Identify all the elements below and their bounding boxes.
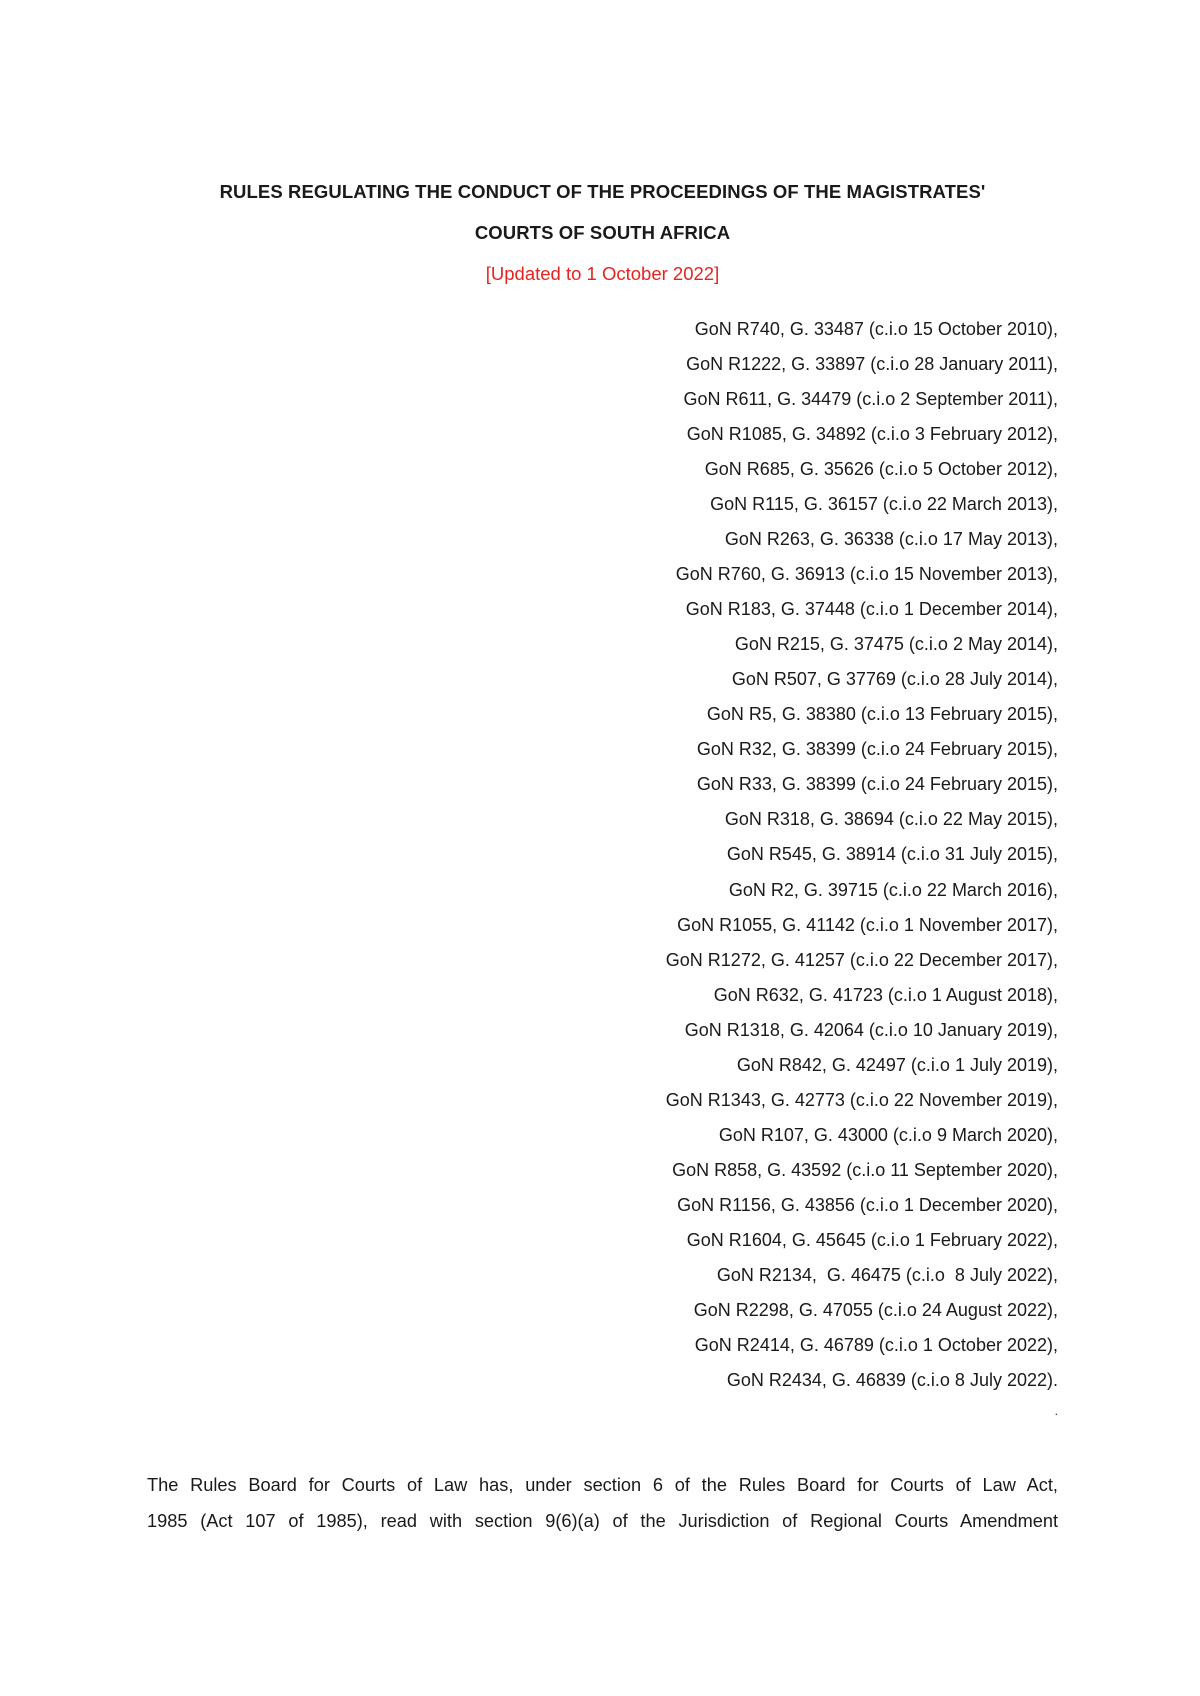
amendment-item: GoN R2134, G. 46475 (c.i.o 8 July 2022), bbox=[716, 1264, 1058, 1285]
amendment-item: GoN R1272, G. 41257 (c.i.o 22 December 2017), bbox=[665, 949, 1058, 970]
amendment-item: GoN R740, G. 33487 (c.i.o 15 October 2010), bbox=[694, 319, 1058, 339]
separator-mark: . bbox=[1054, 1404, 1058, 1418]
amendment-item: GoN R115, G. 36157 (c.i.o 22 March 2013), bbox=[710, 494, 1058, 515]
amendment-item: GoN R2434, G. 46839 (c.i.o 8 July 2022). bbox=[726, 1369, 1058, 1390]
amendment-item: GoN R1085, G. 34892 (c.i.o 3 February 2012), bbox=[686, 424, 1058, 445]
amendment-item: GoN R1318, G. 42064 (c.i.o 10 January 2019), bbox=[684, 1019, 1058, 1040]
amendment-item: GoN R858, G. 43592 (c.i.o 11 September 2020), bbox=[672, 1159, 1058, 1180]
amendment-item: GoN R32, G. 38399 (c.i.o 24 February 2015), bbox=[696, 739, 1058, 760]
amendment-item: GoN R611, G. 34479 (c.i.o 2 September 2011), bbox=[683, 389, 1058, 410]
amendment-item: GoN R2, G. 39715 (c.i.o 22 March 2016), bbox=[728, 879, 1058, 900]
amendment-item: GoN R318, G. 38694 (c.i.o 22 May 2015), bbox=[724, 809, 1058, 830]
amendments-list bbox=[300, 317, 1058, 1403]
amendment-item: GoN R2298, G. 47055 (c.i.o 24 August 2022), bbox=[693, 1299, 1058, 1320]
amendment-item: GoN R183, G. 37448 (c.i.o 1 December 2014), bbox=[685, 599, 1058, 620]
amendment-item: GoN R685, G. 35626 (c.i.o 5 October 2012), bbox=[704, 459, 1058, 480]
amendment-item: GoN R1604, G. 45645 (c.i.o 1 February 2022), bbox=[686, 1229, 1058, 1250]
updated-note: [Updated to 1 October 2022] bbox=[485, 263, 720, 284]
amendment-item: GoN R107, G. 43000 (c.i.o 9 March 2020), bbox=[718, 1124, 1058, 1145]
amendment-item: GoN R1343, G. 42773 (c.i.o 22 November 2019), bbox=[665, 1089, 1058, 1110]
amendment-item: GoN R545, G. 38914 (c.i.o 31 July 2015), bbox=[726, 844, 1058, 865]
amendment-item: GoN R1055, G. 41142 (c.i.o 1 November 2017), bbox=[677, 914, 1058, 935]
amendment-item: GoN R33, G. 38399 (c.i.o 24 February 2015), bbox=[696, 774, 1058, 795]
body-line-1: The Rules Board for Courts of Law has, under section 6 of the Rules Board for Courts of Law Act, bbox=[147, 1475, 1058, 1495]
amendment-item: GoN R842, G. 42497 (c.i.o 1 July 2019), bbox=[736, 1054, 1058, 1075]
amendment-item: GoN R215, G. 37475 (c.i.o 2 May 2014), bbox=[734, 634, 1058, 655]
amendment-item: GoN R507, G 37769 (c.i.o 28 July 2014), bbox=[731, 669, 1058, 690]
document-title-line-1: RULES REGULATING THE CONDUCT OF THE PROCEEDINGS OF THE MAGISTRATES' bbox=[219, 181, 986, 202]
document-title-line-2: COURTS OF SOUTH AFRICA bbox=[474, 222, 731, 243]
body-line-2: 1985 (Act 107 of 1985), read with section 9(6)(a) of the Jurisdiction of Regional Courts Amendment bbox=[147, 1511, 1058, 1531]
amendment-item: GoN R632, G. 41723 (c.i.o 1 August 2018), bbox=[713, 984, 1058, 1005]
amendment-item: GoN R263, G. 36338 (c.i.o 17 May 2013), bbox=[724, 529, 1058, 550]
amendment-item: GoN R2414, G. 46789 (c.i.o 1 October 2022), bbox=[694, 1334, 1058, 1355]
title-block bbox=[147, 180, 1058, 286]
amendment-item: GoN R760, G. 36913 (c.i.o 15 November 2013), bbox=[675, 564, 1058, 585]
amendment-item: GoN R5, G. 38380 (c.i.o 13 February 2015), bbox=[706, 704, 1058, 725]
amendment-item: GoN R1222, G. 33897 (c.i.o 28 January 2011), bbox=[686, 354, 1058, 375]
body-paragraph bbox=[147, 1467, 1058, 1539]
amendment-item: GoN R1156, G. 43856 (c.i.o 1 December 2020), bbox=[677, 1194, 1058, 1215]
